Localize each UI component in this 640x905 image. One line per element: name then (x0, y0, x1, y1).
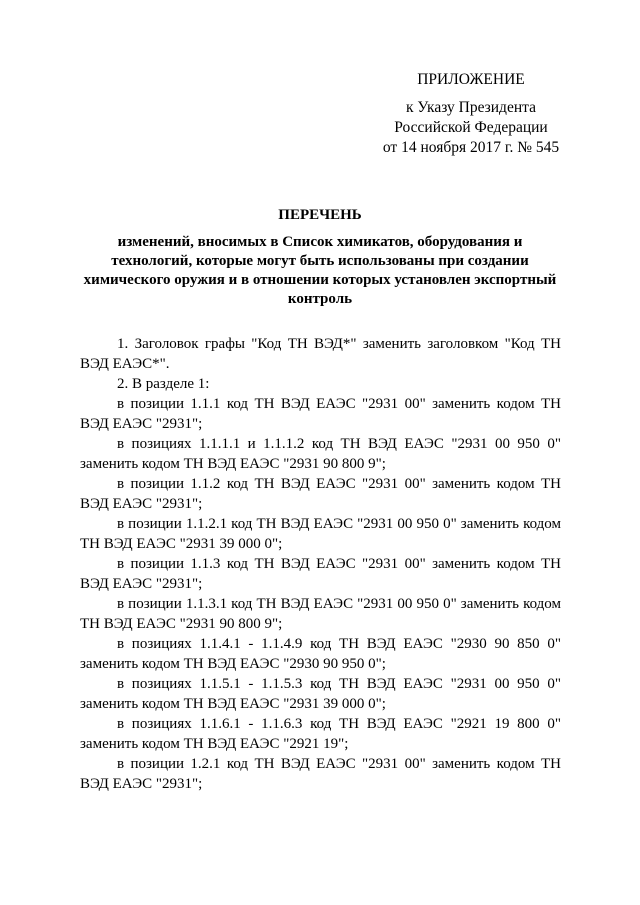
paragraph: в позиции 1.1.3 код ТН ВЭД ЕАЭС "2931 00" заменить кодом ТН ВЭД ЕАЭС "2931"; (80, 556, 561, 592)
document-title (80, 206, 560, 309)
appendix-header (372, 70, 570, 158)
paragraph: в позициях 1.1.5.1 - 1.1.5.3 код ТН ВЭД ЕАЭС "2931 00 950 0" заменить кодом ТН ВЭД ЕАЭС "2931 39 000 0"; (80, 676, 561, 712)
document-body (80, 334, 561, 794)
paragraph: в позиции 1.1.3.1 код ТН ВЭД ЕАЭС "2931 00 950 0" заменить кодом ТН ВЭД ЕАЭС "2931 90 800 9"; (80, 596, 561, 632)
paragraph: 2. В разделе 1: (117, 376, 210, 392)
paragraph: в позиции 1.1.1 код ТН ВЭД ЕАЭС "2931 00" заменить кодом ТН ВЭД ЕАЭС "2931"; (80, 396, 561, 432)
paragraph: 1. Заголовок графы "Код ТН ВЭД*" заменить заголовком "Код ТН ВЭД ЕАЭС*". (80, 336, 561, 372)
paragraph: в позициях 1.1.6.1 - 1.1.6.3 код ТН ВЭД ЕАЭС "2921 19 800 0" заменить кодом ТН ВЭД ЕАЭС "2921 19"; (80, 716, 561, 752)
paragraph: в позициях 1.1.4.1 - 1.1.4.9 код ТН ВЭД ЕАЭС "2930 90 850 0" заменить кодом ТН ВЭД ЕАЭС "2930 90 950 0"; (80, 636, 561, 672)
appendix-country-line: Российской Федерации (394, 119, 548, 136)
appendix-decree-line: к Указу Президента (406, 99, 536, 116)
paragraph: в позиции 1.1.2 код ТН ВЭД ЕАЭС "2931 00" заменить кодом ТН ВЭД ЕАЭС "2931"; (80, 476, 561, 512)
appendix-date-line: от 14 ноября 2017 г. № 545 (382, 139, 560, 156)
paragraph: в позициях 1.1.1.1 и 1.1.1.2 код ТН ВЭД ЕАЭС "2931 00 950 0" заменить кодом ТН ВЭД ЕАЭС "2931 90 800 9"; (80, 436, 561, 472)
paragraph: в позиции 1.1.2.1 код ТН ВЭД ЕАЭС "2931 00 950 0" заменить кодом ТН ВЭД ЕАЭС "2931 39 000 0"; (80, 516, 561, 552)
appendix-heading: ПРИЛОЖЕНИЕ (417, 71, 525, 88)
paragraph: в позиции 1.2.1 код ТН ВЭД ЕАЭС "2931 00" заменить кодом ТН ВЭД ЕАЭС "2931"; (80, 756, 561, 792)
title-main: ПЕРЕЧЕНЬ (278, 207, 362, 223)
title-subtitle: изменений, вносимых в Список химикатов, оборудования и технологий, которые могут быть использованы при создании химического оружия и в отношении которых установлен экспортный контроль (83, 234, 557, 307)
